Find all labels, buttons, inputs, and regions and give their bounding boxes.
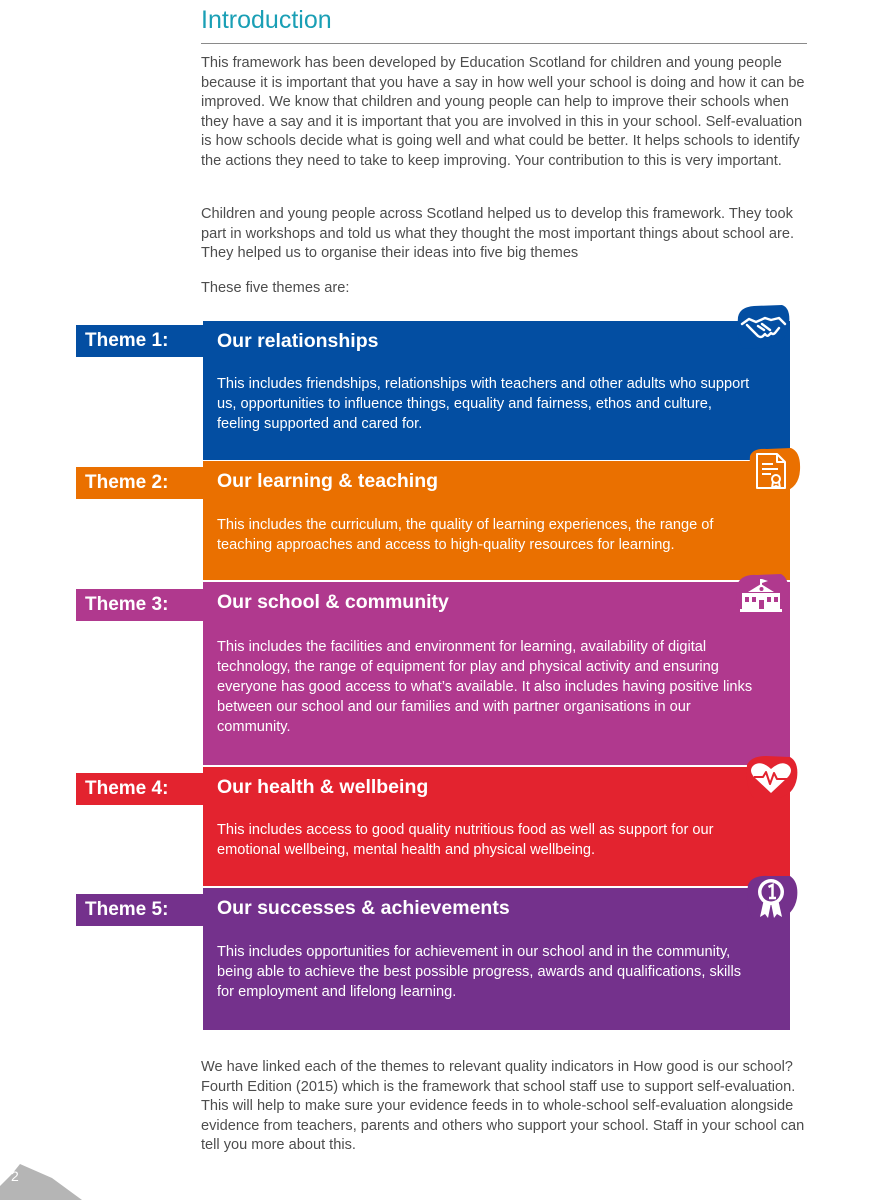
theme-3-title: Our school & community — [217, 591, 449, 613]
theme-3-description: This includes the facilities and environment for learning, availability of digital technology, the range of equipment for play and physical activity and ensuring everyone has good access to what’s available. It also includes having positive links between our school and our families and with partner organisations in our community. — [217, 639, 753, 735]
intro-paragraph-2: Children and young people across Scotland helped us to develop this framework. They took part in workshops and told us what they thought the most important things about school are. They helped us to organise their ideas into five big themes — [201, 206, 795, 261]
certificate-icon — [745, 446, 803, 494]
award-rosette-icon — [742, 873, 800, 921]
theme-4-description: This includes access to good quality nutritious food as well as support for our emotional wellbeing, mental health and physical wellbeing. — [217, 822, 714, 858]
heartbeat-icon — [742, 753, 800, 801]
page-number: 2 — [11, 1168, 19, 1184]
school-building-icon — [733, 571, 791, 619]
theme-4-card — [203, 767, 790, 886]
theme-3-tab: Theme 3: — [76, 589, 204, 621]
theme-2-title: Our learning & teaching — [217, 470, 439, 492]
theme-2-card — [203, 461, 790, 580]
theme-1-title: Our relationships — [217, 330, 379, 352]
theme-5-card — [203, 888, 790, 1030]
heading-divider — [201, 43, 807, 44]
theme-2-description: This includes the curriculum, the quality of learning experiences, the range of teaching approaches and access to high-quality resources for learning. — [217, 517, 714, 553]
theme-5-title: Our successes & achievements — [217, 897, 510, 919]
handshake-icon — [734, 303, 792, 351]
theme-2-tab: Theme 2: — [76, 467, 204, 499]
theme-3-card — [203, 582, 790, 765]
theme-5-tab: Theme 5: — [76, 894, 204, 926]
intro-paragraph-3: These five themes are: — [201, 280, 350, 296]
page-title: Introduction — [201, 6, 332, 34]
theme-4-tab: Theme 4: — [76, 773, 204, 805]
theme-1-description: This includes friendships, relationships with teachers and other adults who support us, opportunities to influence things, equality and fairness, ethos and culture, feeling supported and cared for. — [217, 376, 750, 432]
closing-paragraph: We have linked each of the themes to relevant quality indicators in How good is our school? Fourth Edition (2015) which is the framework that school staff use to support self-evaluation. This will help to make sure your evidence feeds in to whole-school self-evaluation alongside evidence from teachers, parents and others who support your school. Staff in your school can tell you more about this. — [201, 1059, 805, 1153]
theme-1-tab: Theme 1: — [76, 325, 204, 357]
theme-4-title: Our health & wellbeing — [217, 776, 429, 798]
theme-1-card — [203, 321, 790, 460]
intro-paragraph-1: This framework has been developed by Education Scotland for children and young people because it is important that you have a say in how well your school is doing and how it can be improved. We know that children and young people can help to improve their schools when they have a say and it is important that you are involved in this in your school. Self-evaluation is how schools decide what is going well and what could be better. It helps schools to identify the actions they need to take to keep improving. Your contribution to this is very important. — [201, 55, 805, 169]
theme-5-description: This includes opportunities for achievement in our school and in the community, being able to achieve the best possible progress, awards and qualifications, skills for employment and lifelong learning. — [217, 944, 742, 1000]
